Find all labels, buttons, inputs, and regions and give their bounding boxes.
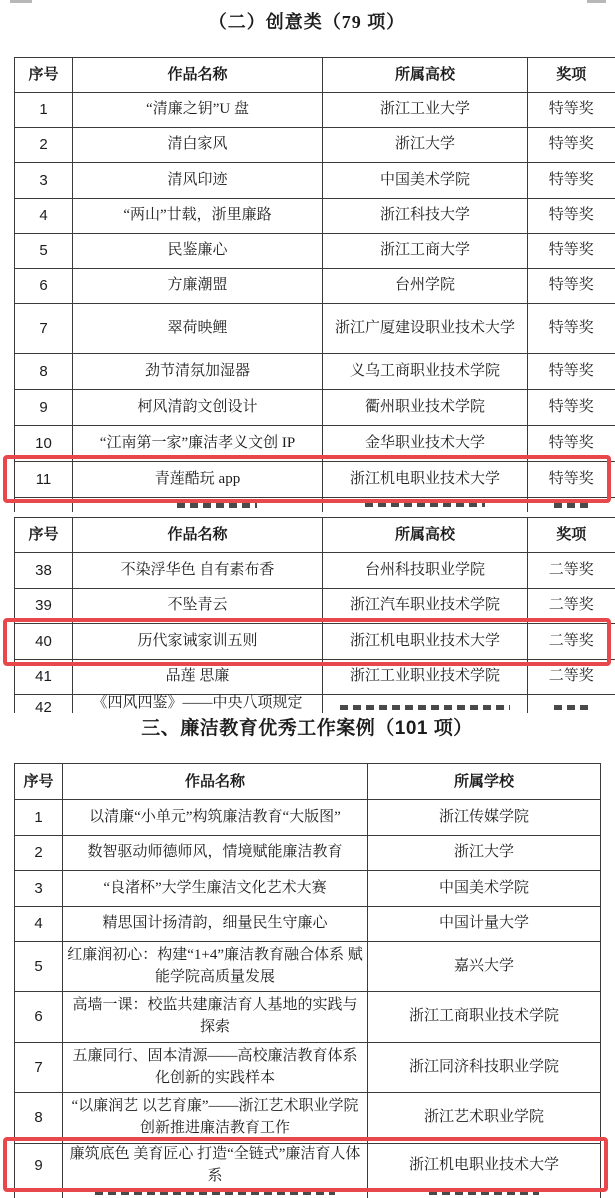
award-cell: 特等奖 [528, 269, 615, 304]
school-cell: 浙江工业职业技术学院 [323, 660, 528, 695]
work-name-cell: 青莲酷玩 app [73, 462, 323, 498]
award-cell: 二等奖 [528, 589, 615, 624]
row-number-cell: 4 [15, 199, 73, 234]
header-cell-school: 所属高校 [323, 518, 528, 553]
work-name-cell: 《四风四鉴》——中央八项规定 [73, 695, 323, 713]
school-cell: 浙江机电职业技术大学 [323, 624, 528, 660]
table-row [15, 234, 615, 269]
table-row [15, 163, 615, 199]
row-number-cell: 3 [15, 163, 73, 199]
work-name-cell: 以清廉“小单元”构筑廉洁教育“大版图” [63, 800, 368, 836]
school-cell: 金华职业技术大学 [323, 426, 528, 462]
work-name-cell: 翠荷映鲤 [73, 304, 323, 354]
row-number-cell: 9 [15, 1144, 63, 1189]
school-cell: 浙江大学 [368, 836, 601, 871]
award-cell: 特等奖 [528, 462, 615, 498]
award-cell: 二等奖 [528, 624, 615, 660]
table-row [15, 836, 601, 871]
row-number-cell: 42 [15, 695, 73, 713]
award-cell [528, 498, 615, 512]
row-number-cell: 6 [15, 992, 63, 1043]
table-row [15, 800, 601, 836]
work-name-cell: 方廉潮盟 [73, 269, 323, 304]
row-number-cell: 7 [15, 304, 73, 354]
header-cell-no: 序号 [15, 58, 73, 93]
award-cell: 特等奖 [528, 199, 615, 234]
creative-awards-table [14, 57, 615, 512]
work-name-cell: “清廉之钥”U 盘 [73, 93, 323, 128]
school-cell: 台州学院 [323, 269, 528, 304]
header-cell-no: 序号 [15, 518, 73, 553]
clipped-row [15, 1189, 601, 1198]
school-cell [368, 1189, 601, 1198]
work-name-cell [73, 498, 323, 512]
work-name-cell: 数智驱动师德师风，情境赋能廉洁教育 [63, 836, 368, 871]
row-number-cell: 6 [15, 269, 73, 304]
table-row [15, 871, 601, 907]
row-number-cell: 39 [15, 589, 73, 624]
work-name-cell: “两山”廿载，浙里廉路 [73, 199, 323, 234]
work-name-cell: 劲节清氛加湿器 [73, 354, 323, 390]
work-name-cell: 不坠青云 [73, 589, 323, 624]
table-row [15, 907, 601, 942]
header-cell-school: 所属学校 [368, 764, 601, 800]
work-name-cell: 五廉同行、固本清源——高校廉洁教育体系化创新的实践样本 [63, 1043, 368, 1093]
table-header-row [15, 518, 615, 553]
school-cell: 浙江机电职业技术大学 [368, 1144, 601, 1189]
award-cell: 特等奖 [528, 390, 615, 426]
work-name-cell: 红廉润初心：构建“1+4”廉洁教育融合体系 赋能学院高质量发展 [63, 942, 368, 992]
school-cell: 浙江传媒学院 [368, 800, 601, 836]
table-row [15, 589, 615, 624]
table-row [15, 992, 601, 1043]
school-cell: 衢州职业技术学院 [323, 390, 528, 426]
school-cell: 浙江汽车职业技术学院 [323, 589, 528, 624]
award-cell: 特等奖 [528, 426, 615, 462]
section-title-education-cases: 三、廉洁教育优秀工作案例（101 项） [141, 718, 473, 739]
work-name-cell: 品莲 思廉 [73, 660, 323, 695]
row-number-cell: 41 [15, 660, 73, 695]
work-name-cell: 清风印迹 [73, 163, 323, 199]
award-cell: 特等奖 [528, 304, 615, 354]
school-cell: 嘉兴大学 [368, 942, 601, 992]
school-cell: 浙江艺术职业学院 [368, 1093, 601, 1144]
work-name-cell: “以廉润艺 以艺育廉”——浙江艺术职业学院创新推进廉洁教育工作 [63, 1093, 368, 1144]
row-number-cell: 5 [15, 234, 73, 269]
award-cell: 特等奖 [528, 354, 615, 390]
table-header-row [15, 58, 615, 93]
school-cell: 浙江科技大学 [323, 199, 528, 234]
header-cell-school: 所属高校 [323, 58, 528, 93]
award-cell: 二等奖 [528, 660, 615, 695]
table-row [15, 199, 615, 234]
row-number-cell: 1 [15, 93, 73, 128]
education-cases-table [14, 763, 601, 1198]
table-row [15, 269, 615, 304]
school-cell: 浙江同济科技职业学院 [368, 1043, 601, 1093]
award-cell: 二等奖 [528, 553, 615, 589]
row-number-cell: 9 [15, 390, 73, 426]
row-number-cell: 5 [15, 942, 63, 992]
table-row [15, 1043, 601, 1093]
row-number-cell: 11 [15, 462, 73, 498]
row-number-cell: 38 [15, 553, 73, 589]
work-name-cell: 高墙一课：校监共建廉洁育人基地的实践与探索 [63, 992, 368, 1043]
row-number-cell [15, 498, 73, 512]
table-row [15, 1093, 601, 1144]
school-cell [323, 695, 528, 713]
row-number-cell: 3 [15, 871, 63, 907]
school-cell: 中国美术学院 [323, 163, 528, 199]
table-header-row [15, 764, 601, 800]
school-cell: 义乌工商职业技术学院 [323, 354, 528, 390]
clipped-fragment [10, 0, 32, 3]
work-name-cell: 民鉴廉心 [73, 234, 323, 269]
school-cell: 中国美术学院 [368, 871, 601, 907]
table-row [15, 93, 615, 128]
row-number-cell: 7 [15, 1043, 63, 1093]
work-name-cell: 历代家诫家训五则 [73, 624, 323, 660]
work-name-cell: 精思国计扬清韵，细量民生守廉心 [63, 907, 368, 942]
work-name-cell: 不染浮华色 自有素布香 [73, 553, 323, 589]
row-number-cell [15, 1189, 63, 1198]
school-cell: 中国计量大学 [368, 907, 601, 942]
work-name-cell: 廉筑底色 美育匠心 打造“全链式”廉洁育人体系 [63, 1144, 368, 1189]
clipped-row [15, 498, 615, 512]
table-row [15, 304, 615, 354]
school-cell: 浙江机电职业技术大学 [323, 462, 528, 498]
header-cell-award: 奖项 [528, 58, 615, 93]
header-cell-award: 奖项 [528, 518, 615, 553]
work-name-cell: 柯风清韵文创设计 [73, 390, 323, 426]
school-cell [323, 498, 528, 512]
work-name-cell [63, 1189, 368, 1198]
school-cell: 浙江工商大学 [323, 234, 528, 269]
table-row [15, 128, 615, 163]
clipped-fragment [587, 0, 606, 3]
award-cell: 特等奖 [528, 234, 615, 269]
table-row [15, 553, 615, 589]
work-name-cell: 清白家风 [73, 128, 323, 163]
row-number-cell: 2 [15, 128, 73, 163]
table-row [15, 660, 615, 695]
row-number-cell: 2 [15, 836, 63, 871]
header-cell-work-name: 作品名称 [63, 764, 368, 800]
award-cell: 特等奖 [528, 163, 615, 199]
row-number-cell: 8 [15, 354, 73, 390]
table-row [15, 354, 615, 390]
clipped-row [15, 695, 615, 713]
header-cell-no: 序号 [15, 764, 63, 800]
table-row-highlighted [15, 462, 615, 498]
row-number-cell: 4 [15, 907, 63, 942]
header-cell-work-name: 作品名称 [73, 518, 323, 553]
award-cell [528, 695, 615, 713]
creative-awards-table-continued [14, 517, 615, 716]
award-cell: 特等奖 [528, 93, 615, 128]
award-cell: 特等奖 [528, 128, 615, 163]
table-row-highlighted [15, 1144, 601, 1189]
school-cell: 台州科技职业学院 [323, 553, 528, 589]
work-name-cell: “良渚杯”大学生廉洁文化艺术大赛 [63, 871, 368, 907]
table-row-highlighted [15, 624, 615, 660]
row-number-cell: 10 [15, 426, 73, 462]
school-cell: 浙江工商职业技术学院 [368, 992, 601, 1043]
row-number-cell: 40 [15, 624, 73, 660]
school-cell: 浙江工业大学 [323, 93, 528, 128]
work-name-cell: “江南第一家”廉洁孝义文创 IP [73, 426, 323, 462]
section-title-creative: （二）创意类（79 项） [208, 12, 406, 32]
school-cell: 浙江广厦建设职业技术大学 [323, 304, 528, 354]
row-number-cell: 1 [15, 800, 63, 836]
header-cell-work-name: 作品名称 [73, 58, 323, 93]
table-row [15, 390, 615, 426]
school-cell: 浙江大学 [323, 128, 528, 163]
row-number-cell: 8 [15, 1093, 63, 1144]
table-row [15, 942, 601, 992]
table-row [15, 426, 615, 462]
